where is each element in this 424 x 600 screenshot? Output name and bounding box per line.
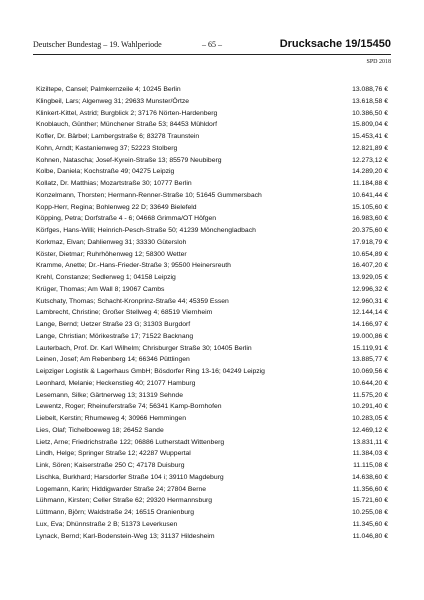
list-item [36, 260, 388, 272]
donor-address: Lambrecht, Christine; Großer Stellweg 4; 68519 Viernheim [36, 309, 213, 317]
party-label: SPD 2018 [366, 59, 391, 65]
donation-amount: 11.184,88 € [352, 180, 388, 187]
list-item [36, 507, 388, 519]
donor-address: Lischka, Burkhard; Harsdorfer Straße 104 i; 39110 Magdeburg [36, 473, 224, 481]
donation-amount: 14.166,97 € [352, 321, 388, 328]
donor-address: Lynack, Bernd; Karl-Bodenstein-Weg 13; 31137 Hildesheim [36, 532, 215, 540]
donor-address: Krüger, Thomas; Am Wall 8; 19067 Cambs [36, 285, 165, 293]
donation-amount: 10.644,20 € [352, 379, 388, 387]
donor-address: Lindh, Helge; Springer Straße 12; 42287 Wuppertal [36, 450, 191, 458]
list-item [36, 237, 388, 249]
donor-address: Kiziltepe, Cansel; Palmkernzeile 4; 10245 Berlin [36, 86, 181, 93]
list-item [36, 213, 388, 225]
header-rule [33, 54, 391, 55]
list-item [36, 460, 388, 472]
list-item [36, 225, 388, 237]
donor-address: Kohn, Arndt; Kastanienweg 37; 52223 Stolberg [36, 144, 178, 152]
list-item [36, 354, 388, 366]
donation-amount: 12.821,89 € [352, 144, 388, 152]
donation-amount: 12.273,12 € [352, 156, 388, 164]
list-item [36, 108, 388, 120]
list-item [36, 472, 388, 484]
list-item [36, 178, 388, 190]
list-item [36, 484, 388, 496]
donation-amount: 16.407,20 € [352, 262, 388, 270]
donor-address: Köpping, Petra; Dorfstraße 4 - 6; 04668 Grimma/OT Höfgen [36, 215, 217, 223]
donation-amount: 11.575,20 € [352, 391, 388, 399]
donation-amount: 11.115,08 € [353, 462, 388, 469]
list-item [36, 84, 388, 96]
donation-list [36, 84, 388, 542]
list-item [36, 307, 388, 319]
donor-address: Lüttmann, Björn; Waldstraße 24; 16515 Oranienburg [36, 509, 195, 516]
donor-address: Korkmaz, Elvan; Dahlienweg 31; 33330 Gütersloh [36, 238, 187, 246]
donor-address: Lewentz, Roger; Rheinuferstraße 74; 56341 Kamp-Bornhofen [36, 403, 222, 411]
list-item [36, 143, 388, 155]
donor-address: Klingbeil, Lars; Algenweg 31; 29633 Munster/Örtze [36, 97, 190, 105]
donor-address: Liebelt, Kerstin; Rhumeweg 4; 30966 Hemmingen [36, 415, 186, 422]
donor-address: Kolbe, Daniela; Kochstraße 49; 04275 Leipzig [36, 168, 175, 176]
list-item [36, 413, 388, 425]
donor-address: Kollatz, Dr. Matthias; Mozartstraße 30; 10777 Berlin [36, 180, 192, 187]
list-item [36, 155, 388, 167]
donor-address: Kofler, Dr. Bärbel; Lambergstraße 6; 83278 Traunstein [36, 133, 200, 140]
page-header [33, 40, 391, 54]
list-item [36, 495, 388, 507]
donor-address: Logemann, Karin; Hiddigwarder Straße 24; 27804 Berne [36, 485, 207, 493]
list-item [36, 448, 388, 460]
donor-address: Leonhard, Melanie; Heckenstieg 40; 21077 Hamburg [36, 379, 196, 387]
donor-address: Lange, Christian; Mörikestraße 17; 71522 Backnang [36, 332, 194, 340]
donation-amount: 13.885,77 € [352, 356, 388, 364]
list-item [36, 319, 388, 331]
donation-amount: 10.654,89 € [352, 250, 388, 258]
list-item [36, 202, 388, 214]
document-number [280, 38, 391, 50]
donation-amount: 19.000,86 € [352, 332, 388, 340]
list-item [36, 96, 388, 108]
list-item [36, 390, 388, 402]
donation-amount: 11.384,03 € [352, 450, 388, 458]
donation-amount: 14.638,60 € [352, 473, 388, 481]
donor-address: Lange, Bernd; Uetzer Straße 23 G; 31303 Burgdorf [36, 321, 191, 328]
list-item [36, 284, 388, 296]
document-prefix: Drucksache 19/ [279, 38, 361, 50]
donation-amount: 10.283,05 € [352, 415, 388, 422]
donor-address: Kohnen, Natascha; Josef-Kyrein-Straße 13; 85579 Neubiberg [36, 156, 222, 164]
list-item [36, 296, 388, 308]
publication-label: Deutscher Bundestag – 19. Wahlperiode [33, 40, 162, 49]
list-item [36, 366, 388, 378]
list-item [36, 190, 388, 202]
donation-amount: 13.831,11 € [352, 438, 388, 446]
list-item [36, 272, 388, 284]
donation-amount: 16.983,60 € [352, 215, 388, 223]
list-item [36, 249, 388, 261]
donation-amount: 12.144,14 € [352, 309, 388, 317]
donation-amount: 10.255,08 € [352, 509, 388, 516]
donor-address: Knoblauch, Günther; Münchener Straße 53; 84453 Mühldorf [36, 121, 217, 129]
donation-amount: 17.918,79 € [352, 238, 388, 246]
donation-amount: 12.996,32 € [352, 285, 388, 293]
donor-address: Leipziger Logistik & Lagerhaus GmbH; Bösdorfer Ring 13-16; 04249 Leipzig [36, 368, 265, 375]
donor-address: Klinkert-Kittel, Astrid; Burgblick 2; 37176 Nörten-Hardenberg [36, 109, 218, 117]
donation-amount: 10.641,44 € [352, 191, 388, 199]
donation-amount: 13.929,05 € [352, 274, 388, 281]
donation-amount: 11.046,80 € [352, 532, 388, 540]
list-item [36, 401, 388, 413]
donation-amount: 15.453,41 € [352, 133, 388, 140]
document-id: 15450 [360, 38, 391, 50]
donor-address: Lesemann, Silke; Gärtnerweg 13; 31319 Sehnde [36, 391, 183, 399]
list-item [36, 425, 388, 437]
donor-address: Link, Sören; Kaiserstraße 250 C; 47178 Duisburg [36, 462, 185, 469]
donation-amount: 10.291,40 € [352, 403, 388, 411]
donor-address: Kopp-Herr, Regina; Bohlenweg 22 D; 33649 Bielefeld [36, 203, 197, 211]
list-item [36, 531, 388, 543]
page-number: – 65 – [202, 40, 222, 49]
donation-amount: 15.105,60 € [352, 203, 388, 211]
donor-address: Krehl, Constanze; Sedlerweg 1; 04158 Leipzig [36, 274, 176, 281]
donation-amount: 12.960,31 € [352, 297, 388, 305]
donor-address: Konzelmann, Thorsten; Hermann-Renner-Straße 10; 51645 Gummersbach [36, 191, 262, 199]
donor-address: Köster, Dietmar; Ruhrhöhenweg 12; 58300 Wetter [36, 250, 187, 258]
donation-amount: 13.618,58 € [352, 97, 388, 105]
list-item [36, 166, 388, 178]
donation-amount: 11.345,60 € [352, 520, 388, 528]
donation-amount: 15.809,04 € [352, 121, 388, 129]
list-item [36, 119, 388, 131]
donation-amount: 10.386,50 € [352, 109, 388, 117]
donation-amount: 11.356,60 € [352, 485, 388, 493]
donor-address: Lux, Eva; Dhünnstraße 2 B; 51373 Leverkusen [36, 520, 178, 528]
list-item [36, 519, 388, 531]
donor-address: Kramme, Anette; Dr.-Hans-Frieder-Straße 3; 95500 Heinersreuth [36, 262, 231, 270]
donor-address: Lietz, Arne; Friedrichstraße 122; 06886 Lutherstadt Wittenberg [36, 438, 225, 446]
donor-address: Lauterbach, Prof. Dr. Karl Wilhelm; Chrisburger Straße 30; 10405 Berlin [36, 344, 252, 352]
donation-amount: 10.069,56 € [352, 368, 388, 375]
list-item [36, 378, 388, 390]
donor-address: Kutschaty, Thomas; Schacht-Kronprinz-Straße 44; 45359 Essen [36, 297, 229, 305]
list-item [36, 331, 388, 343]
donation-amount: 14.289,20 € [352, 168, 388, 176]
list-item [36, 343, 388, 355]
donor-address: Lühmann, Kirsten; Celler Straße 62; 29320 Hermannsburg [36, 497, 213, 505]
donor-address: Lies, Olaf; Tichelboeweg 18; 26452 Sande [36, 426, 164, 434]
donation-amount: 13.088,76 € [352, 86, 388, 93]
donor-address: Körfges, Hans-Willi; Heinrich-Pesch-Straße 50; 41239 Mönchengladbach [36, 227, 256, 234]
donation-amount: 12.469,12 € [352, 426, 388, 434]
donation-amount: 15.119,91 € [352, 344, 388, 352]
donor-address: Leinen, Josef; Am Rebenberg 14; 66346 Püttlingen [36, 356, 190, 364]
donation-amount: 20.375,60 € [352, 227, 388, 234]
donation-amount: 15.721,60 € [352, 497, 388, 505]
list-item [36, 131, 388, 143]
list-item [36, 437, 388, 449]
